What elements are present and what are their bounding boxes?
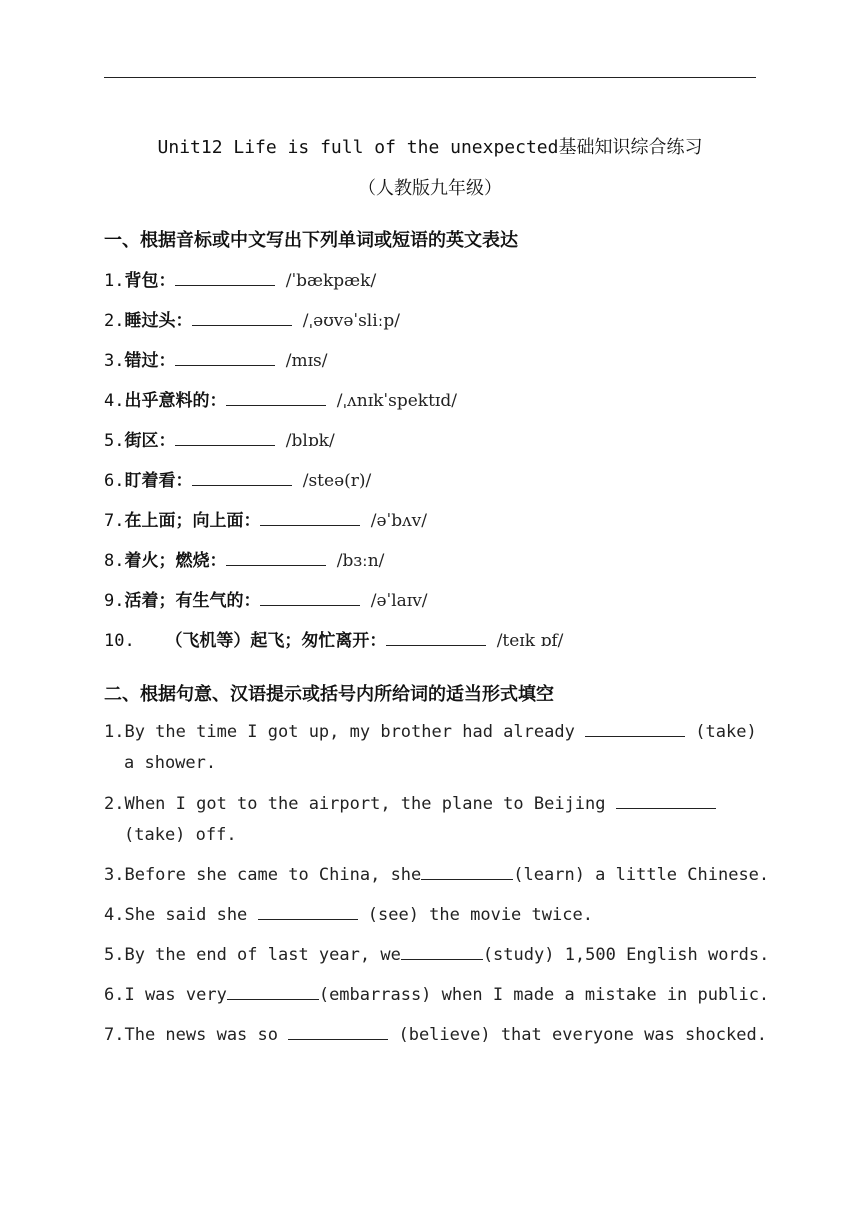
sentence-4: 4.She said she (see) the movie twice. [104,905,593,925]
answer-blank[interactable] [260,591,360,606]
vocab-item-7: 7.在上面；向上面： /əˈbʌv/ [104,511,428,531]
sentence-1-line2: a shower. [124,753,217,773]
answer-blank[interactable] [386,631,486,646]
vocab-item-2: 2.睡过头： /ˌəʊvəˈsliːp/ [104,311,401,331]
answer-blank[interactable] [227,985,319,1000]
sentence-6: 6.I was very (embarrass) when I made a mistake in public. [104,985,770,1005]
answer-blank[interactable] [175,271,275,286]
answer-blank[interactable] [585,722,685,737]
title-chinese: 基础知识综合练习 [558,137,703,158]
answer-blank[interactable] [175,431,275,446]
vocab-item-9: 9.活着；有生气的： /əˈlaɪv/ [104,591,428,611]
answer-blank[interactable] [192,311,292,326]
vocab-item-10: 10. （飞机等）起飞；匆忙离开： /teɪk ɒf/ [104,631,564,651]
document-subtitle: （人教版九年级） [358,178,502,199]
title-english: Unit12 Life is full of the unexpected [157,137,559,158]
sentence-7: 7.The news was so (believe) that everyone was shocked. [104,1025,767,1045]
vocab-item-5: 5.街区： /blɒk/ [104,431,335,451]
answer-blank[interactable] [616,794,716,809]
section1-heading: 一、根据音标或中文写出下列单词或短语的英文表达 [104,230,518,251]
answer-blank[interactable] [260,511,360,526]
answer-blank[interactable] [226,551,326,566]
answer-blank[interactable] [288,1025,388,1040]
vocab-item-8: 8.着火；燃烧： /bɜːn/ [104,551,385,571]
answer-blank[interactable] [175,351,275,366]
vocab-item-4: 4.出乎意料的： /ˌʌnɪkˈspektɪd/ [104,391,457,411]
sentence-2-line1: 2.When I got to the airport, the plane to Beijing [104,794,716,814]
answer-blank[interactable] [421,865,513,880]
sentence-1-line1: 1.By the time I got up, my brother had already (take) [104,722,757,742]
sentence-5: 5.By the end of last year, we (study) 1,500 English words. [104,945,770,965]
vocab-item-6: 6.盯着看： /steə(r)/ [104,471,372,491]
header-rule [104,77,756,78]
answer-blank[interactable] [401,945,483,960]
answer-blank[interactable] [226,391,326,406]
answer-blank[interactable] [192,471,292,486]
vocab-item-3: 3.错过： /mɪs/ [104,351,328,371]
sentence-2-line2: (take) off. [124,825,237,845]
document-title [0,133,860,159]
section2-heading: 二、根据句意、汉语提示或括号内所给词的适当形式填空 [104,684,554,705]
answer-blank[interactable] [258,905,358,920]
sentence-3: 3.Before she came to China, she (learn) a little Chinese. [104,865,770,885]
vocab-item-1: 1.背包： /ˈbækpæk/ [104,271,377,291]
